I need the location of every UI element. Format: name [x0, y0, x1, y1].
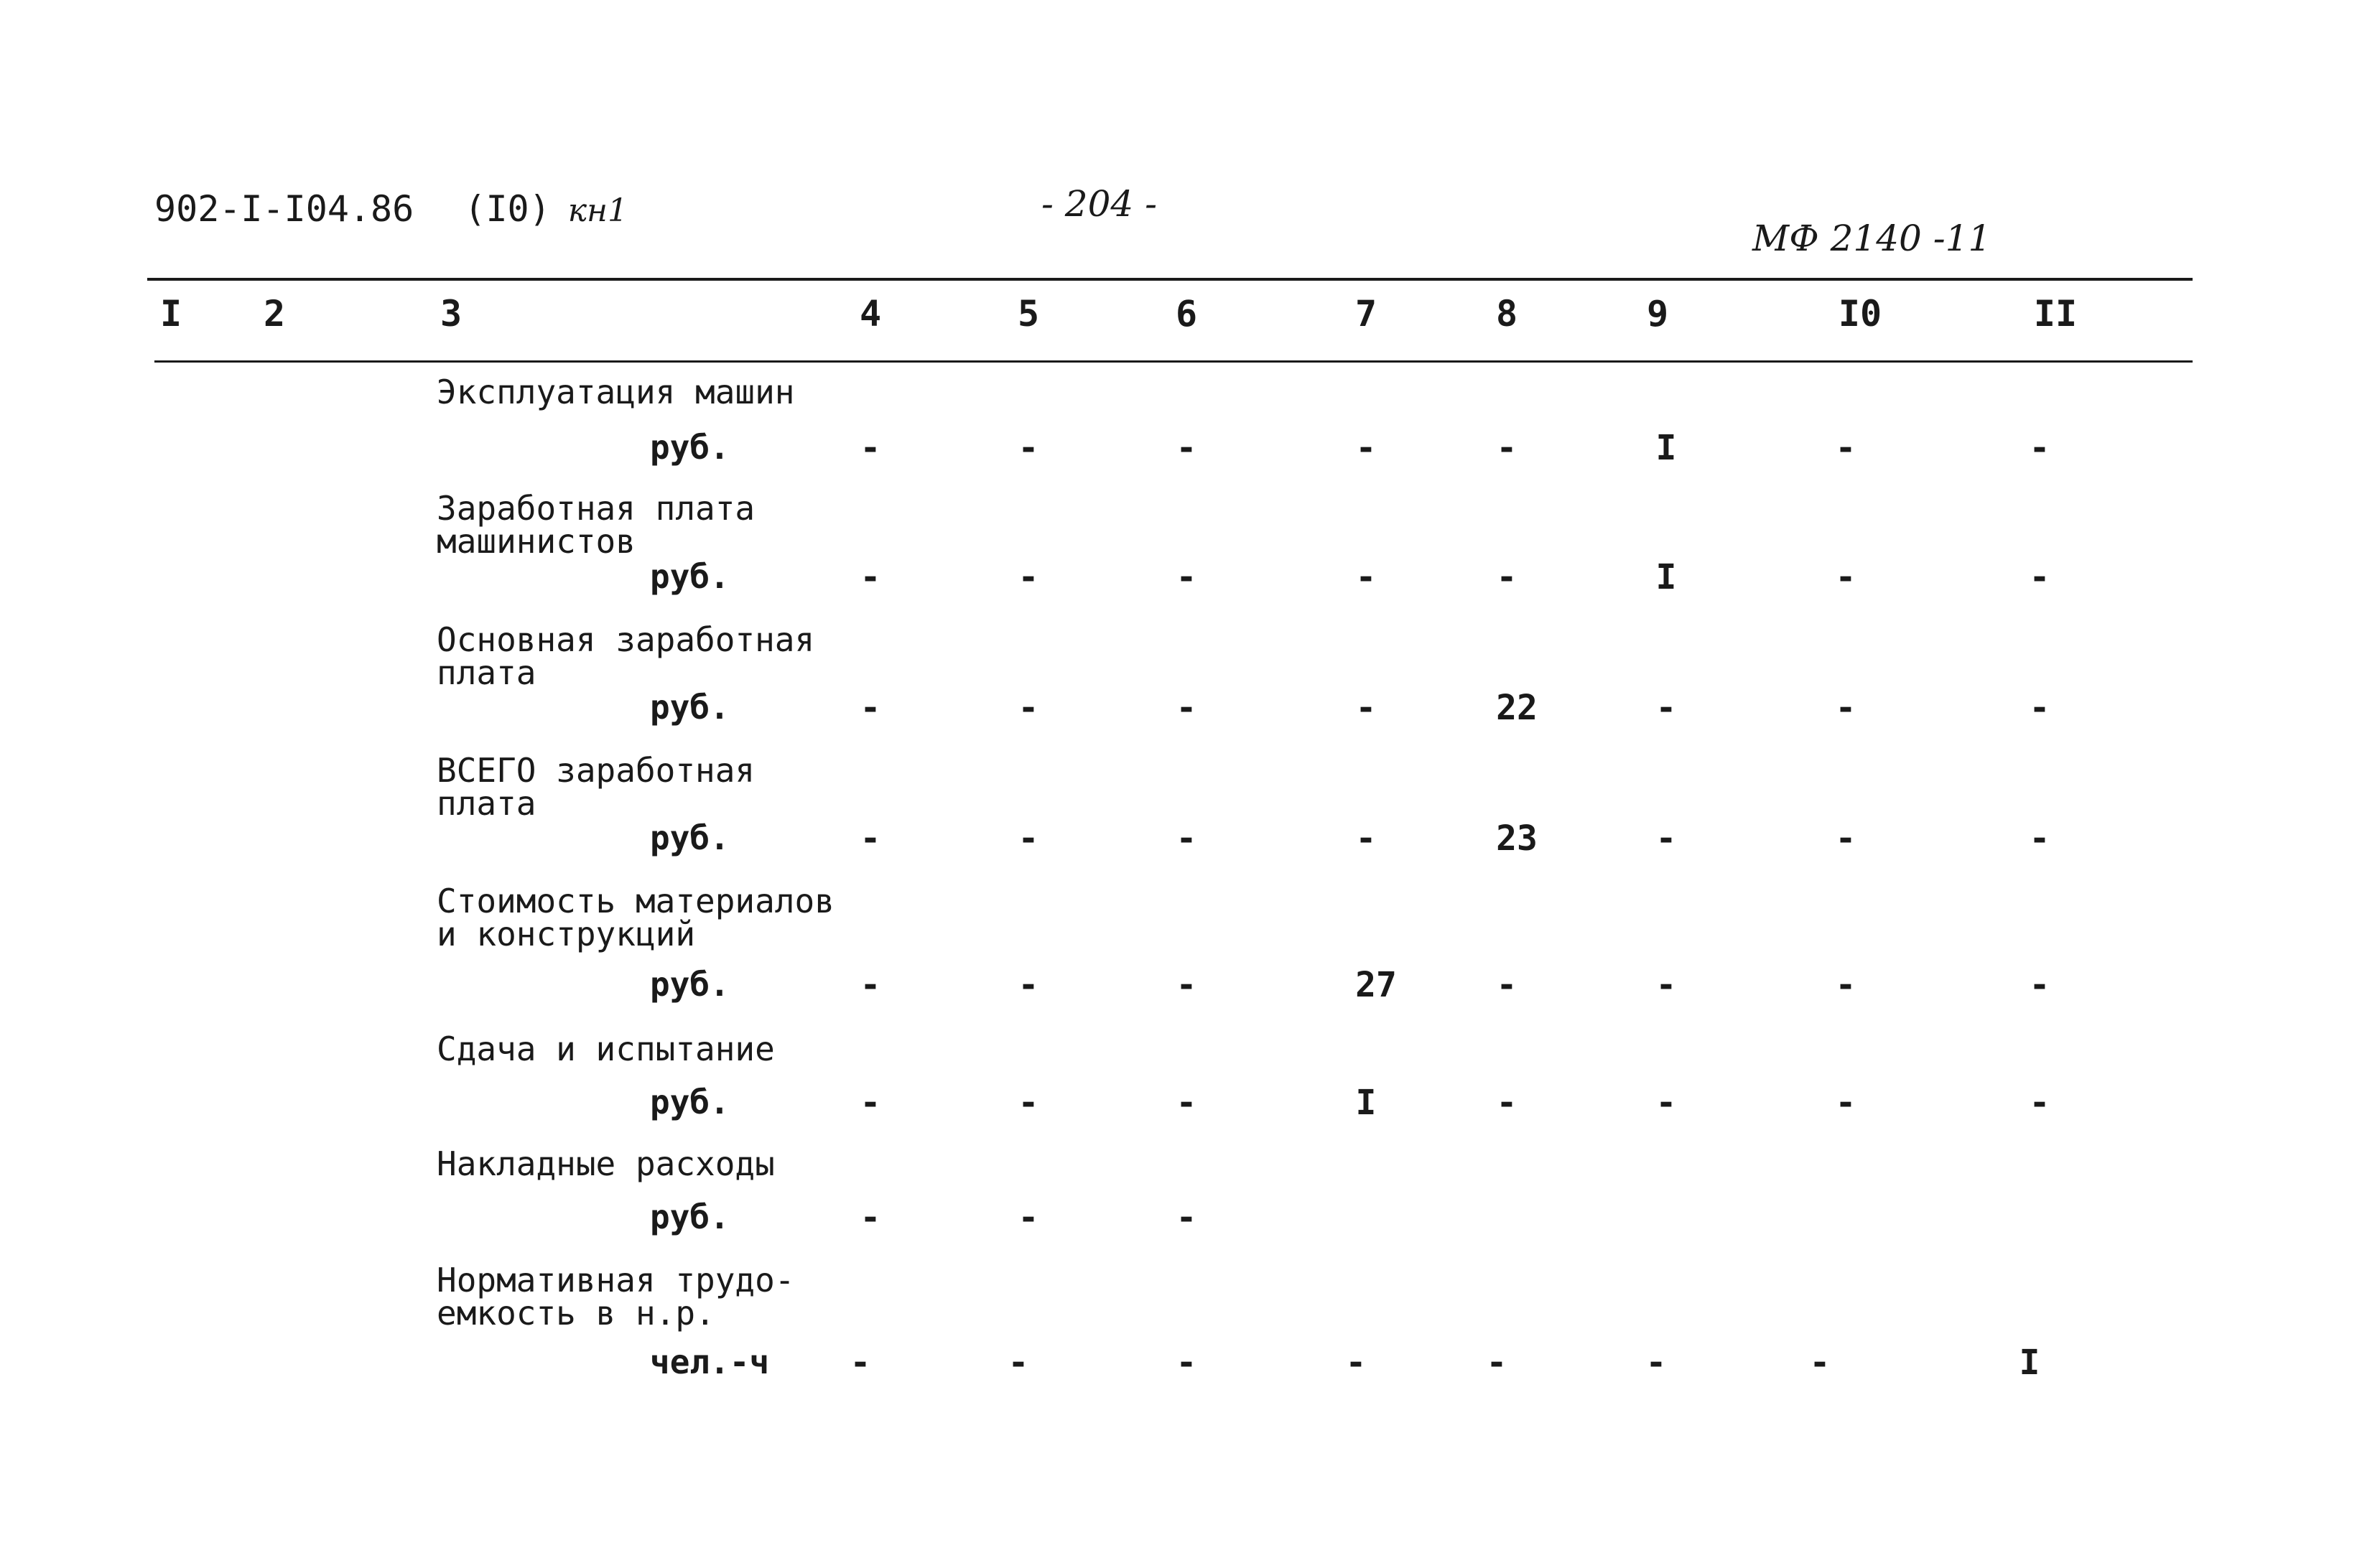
document-code — [154, 188, 628, 230]
table-cell: - — [2029, 965, 2050, 1005]
handwritten-book-number: кн1 — [567, 192, 628, 229]
table-cell: - — [860, 557, 881, 597]
description-line: Сдача и испытание — [437, 1030, 775, 1068]
row-description — [437, 1261, 795, 1333]
row-description — [437, 1030, 775, 1068]
table-cell: - — [860, 1198, 881, 1238]
column-number: I — [159, 293, 182, 335]
table-cell: - — [1018, 428, 1039, 468]
table-cell: - — [1018, 1198, 1039, 1238]
column-number: 2 — [263, 293, 286, 335]
table-cell: - — [2029, 688, 2050, 728]
table-cell: - — [1486, 1343, 1507, 1383]
table-cell: - — [860, 818, 881, 859]
column-number: 3 — [440, 293, 463, 335]
table-cell: - — [1655, 1083, 1677, 1123]
description-line: и конструкций — [437, 915, 696, 953]
column-number: 4 — [859, 293, 882, 335]
table-cell: - — [2029, 428, 2050, 468]
description-line: плата — [437, 653, 536, 692]
table-cell: - — [1018, 1083, 1039, 1123]
table-cell: - — [860, 1083, 881, 1123]
table-cell: - — [1835, 1083, 1856, 1123]
description-line: Эксплуатация машин — [437, 373, 795, 411]
document-code-number: 902-I-I04.86 — [154, 188, 414, 230]
table-cell: - — [1355, 688, 1377, 728]
table-cell: - — [1835, 557, 1856, 597]
table-cell: - — [1835, 965, 1856, 1005]
column-number: 6 — [1175, 293, 1198, 335]
page-number: - 204 - — [1041, 183, 1158, 225]
table-cell: - — [1835, 818, 1856, 859]
table-cell: - — [1008, 1343, 1029, 1383]
description-line: плата — [437, 784, 536, 823]
table-top-rule — [147, 278, 2193, 281]
table-cell: I — [1655, 428, 1677, 468]
table-cell: - — [1355, 818, 1377, 859]
table-cell: - — [1496, 428, 1518, 468]
document-section: (I0) — [464, 188, 551, 230]
row-unit: чел.-ч — [650, 1343, 770, 1381]
column-number: 9 — [1646, 293, 1669, 335]
table-cell: - — [1018, 557, 1039, 597]
table-cell: - — [850, 1343, 871, 1383]
table-cell: - — [2029, 557, 2050, 597]
table-cell: - — [1496, 965, 1518, 1005]
table-cell: - — [1176, 1198, 1197, 1238]
row-unit: руб. — [650, 688, 730, 727]
table-cell: - — [1496, 1083, 1518, 1123]
table-cell: - — [1176, 1083, 1197, 1123]
table-cell: 23 — [1496, 818, 1538, 859]
row-unit: руб. — [650, 1198, 730, 1236]
table-cell: I — [2019, 1343, 2040, 1383]
row-unit: руб. — [650, 818, 730, 857]
table-cell: - — [1655, 818, 1677, 859]
table-cell: - — [1835, 688, 1856, 728]
description-line: ВСЕГО заработная — [437, 751, 756, 790]
table-cell: - — [1345, 1343, 1367, 1383]
table-cell: - — [1655, 688, 1677, 728]
description-line: Нормативная трудо- — [437, 1261, 795, 1299]
table-cell: - — [1835, 428, 1856, 468]
table-cell: - — [1355, 428, 1377, 468]
table-cell: - — [2029, 818, 2050, 859]
column-number: II — [2033, 293, 2078, 335]
table-cell: - — [860, 428, 881, 468]
table-cell: - — [1018, 965, 1039, 1005]
table-cell: - — [1176, 1343, 1197, 1383]
column-number: 5 — [1017, 293, 1040, 335]
row-unit: руб. — [650, 965, 730, 1004]
table-cell: - — [1018, 688, 1039, 728]
table-cell: I — [1655, 557, 1677, 597]
description-line: Основная заработная — [437, 620, 815, 659]
table-cell: - — [2029, 1083, 2050, 1123]
row-description — [437, 882, 835, 953]
row-description — [437, 1144, 775, 1183]
description-line: Накладные расходы — [437, 1144, 775, 1183]
row-unit: руб. — [650, 557, 730, 596]
row-description — [437, 375, 795, 409]
table-cell: - — [1645, 1343, 1667, 1383]
table-cell: - — [1355, 557, 1377, 597]
column-number: I0 — [1838, 293, 1882, 335]
row-description — [437, 620, 815, 692]
description-line: емкость в н.р. — [437, 1294, 715, 1333]
column-number: 8 — [1495, 293, 1518, 335]
table-cell: - — [1176, 428, 1197, 468]
table-cell: - — [1176, 818, 1197, 859]
table-cell: - — [1176, 688, 1197, 728]
table-cell: 27 — [1355, 965, 1397, 1005]
row-unit: руб. — [650, 428, 730, 467]
handwritten-stamp: МФ 2140 -11 — [1752, 218, 1991, 259]
description-line: Заработная плата — [437, 489, 756, 528]
table-cell: - — [1176, 557, 1197, 597]
row-unit: руб. — [650, 1083, 730, 1121]
column-number: 7 — [1354, 293, 1377, 335]
table-cell: - — [860, 688, 881, 728]
description-line: Стоимость материалов — [437, 882, 835, 920]
table-cell: 22 — [1496, 688, 1538, 728]
table-cell: - — [1655, 965, 1677, 1005]
table-cell: - — [1176, 965, 1197, 1005]
table-header-rule — [154, 360, 2193, 363]
table-cell: - — [1018, 818, 1039, 859]
description-line: машинистов — [437, 522, 636, 561]
table-cell: - — [1496, 557, 1518, 597]
row-description — [437, 489, 756, 561]
table-cell: I — [1355, 1083, 1377, 1123]
row-description — [437, 751, 756, 823]
table-cell: - — [1809, 1343, 1831, 1383]
table-cell: - — [860, 965, 881, 1005]
